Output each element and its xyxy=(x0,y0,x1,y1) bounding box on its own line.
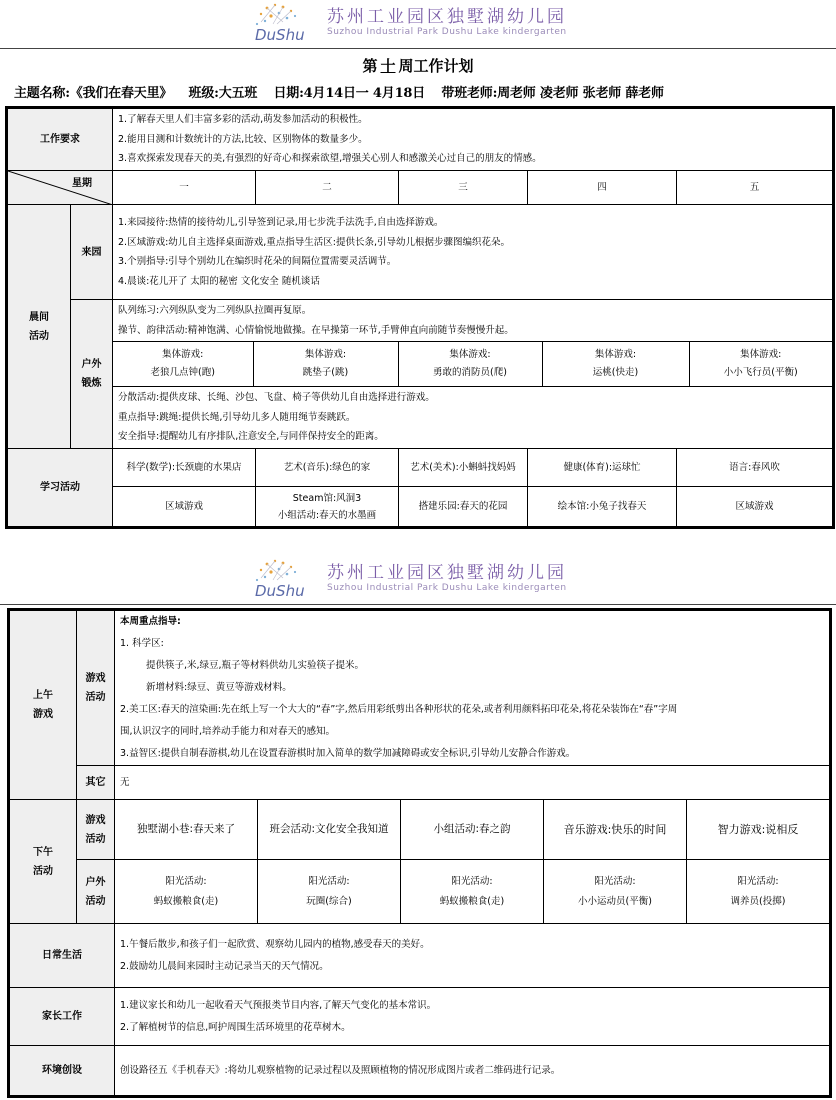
header-divider xyxy=(0,48,836,49)
outdoor-games-row xyxy=(113,342,832,386)
pm-outdoor-label: 户外 活动 xyxy=(77,860,115,924)
work-req-list: 1.了解春天里人们丰富多彩的活动,萌发参加活动的积极性。 2.能用目测和计数统计的方法,比较、区别物体的数量多少。 3.喜欢探索发现春天的美,有强烈的好奇心和探索欲望,增强关心别人和感激关心过自己的朋友的情感。 xyxy=(113,109,833,171)
weekday-3: 三 xyxy=(399,171,528,205)
weekday-2: 二 xyxy=(256,171,399,205)
weekday-header-cell xyxy=(8,171,113,205)
dushu-logo-icon xyxy=(247,558,325,600)
pm-game-2: 班会活动:文化安全我知道 xyxy=(258,800,401,860)
other-label: 其它 xyxy=(77,766,115,800)
class-name: 班级:大五班 xyxy=(188,86,258,101)
weekday-1: 一 xyxy=(113,171,256,205)
school-name-cn: 苏州工业园区独墅湖幼儿园 xyxy=(327,563,567,583)
outdoor-game-3: 集体游戏: 勇敢的消防员(爬) xyxy=(398,342,542,386)
learning-fri: 语言:春风吹 xyxy=(677,449,833,487)
teachers: 带班老师:周老师 凌老师 张老师 薛老师 xyxy=(441,86,664,101)
learning-wed: 艺术(美术):小蝌蚪找妈妈 xyxy=(399,449,528,487)
arrival-list: 1.来园接待:热情的接待幼儿,引导签到记录,用七步洗手法洗手,自由选择游戏。 2.区域游戏:幼儿自主选择桌面游戏,重点指导生活区:提供长条,引导幼儿根据步骤图编织花朵。 3.个别指导:引导个别幼儿在编织时花朵的间隔位置需要灵活调节。 4.晨谈:花儿开了 太阳的秘密 文化安全 随机谈话 xyxy=(113,205,833,300)
outdoor-game-5: 集体游戏: 小小飞行员(平衡) xyxy=(723,349,798,378)
pm-outdoor-4: 阳光活动: 小小运动员(平衡) xyxy=(544,860,687,924)
weekday-4: 四 xyxy=(528,171,677,205)
date-range: 日期:4月14日一 4月18日 xyxy=(273,86,426,101)
theme-name: 主题名称:《我们在春天里》 xyxy=(14,86,173,101)
environment-value: 创设路径五《手机春天》:将幼儿观察植物的记录过程以及照顾植物的情况形成图片或者二维码进行记录。 xyxy=(115,1046,830,1096)
focus-title: 本周重点指导: xyxy=(120,616,181,627)
pm-game-label: 游戏 活动 xyxy=(77,800,115,860)
learning-thu: 健康(体育):运球忙 xyxy=(528,449,677,487)
outdoor-game-1: 集体游戏: 老狼几点钟(跑) xyxy=(113,342,253,386)
plan-meta xyxy=(14,82,826,101)
outdoor-bottom-list: 分散活动:提供皮球、长绳、沙包、飞盘、椅子等供幼儿自由选择进行游戏。 重点指导:跳绳:提供长绳,引导幼儿多人随用绳节奏跳跃。 安全指导:提醒幼儿有序排队,注意安全,与同伴保持安全的距离。 xyxy=(113,387,833,449)
pm-game-3: 小组活动:春之韵 xyxy=(401,800,544,860)
outdoor-exercise-label: 户外 锻炼 xyxy=(71,300,113,449)
daily-life-label: 日常生活 xyxy=(10,924,115,988)
pm-outdoor-5: 阳光活动: 调养员(投掷) xyxy=(687,860,830,924)
picture-book: 绘本馆:小兔子找春天 xyxy=(528,487,677,527)
week-number: 十 xyxy=(380,57,396,75)
area-game-fri: 区域游戏 xyxy=(677,487,833,527)
dushu-logo-icon xyxy=(247,2,325,44)
school-logo-page2 xyxy=(247,558,567,600)
svg-text:DuShu: DuShu xyxy=(255,582,305,600)
environment-label: 环境创设 xyxy=(10,1046,115,1096)
pm-activity-label: 下午 活动 xyxy=(10,800,77,924)
am-game-label: 上午 游戏 xyxy=(10,611,77,800)
header-divider-page2 xyxy=(0,604,836,605)
steam-cell: Steam馆:风洞3 小组活动:春天的水墨画 xyxy=(256,487,399,527)
weekday-5: 五 xyxy=(677,171,833,205)
weekday-label: 星期 xyxy=(72,178,92,189)
svg-text:DuShu: DuShu xyxy=(255,26,305,44)
learning-label: 学习活动 xyxy=(8,449,113,527)
pm-game-1: 独墅湖小巷:春天来了 xyxy=(115,800,258,860)
morning-activity-label: 晨间 活动 xyxy=(8,205,71,449)
pm-outdoor-2: 阳光活动: 玩圈(综合) xyxy=(258,860,401,924)
pm-game-5: 智力游戏:说相反 xyxy=(687,800,830,860)
build-park: 搭建乐园:春天的花园 xyxy=(399,487,528,527)
pm-outdoor-1: 阳光活动: 蚂蚁搬粮食(走) xyxy=(115,860,258,924)
weekly-plan-table-1 xyxy=(7,108,833,527)
work-req-label: 工作要求 xyxy=(8,109,113,171)
parent-work-label: 家长工作 xyxy=(10,988,115,1046)
school-name-en: Suzhou Industrial Park Dushu Lake kindergarten xyxy=(327,583,567,593)
weekly-plan-table-2 xyxy=(9,610,830,1096)
school-logo xyxy=(247,2,567,44)
learning-mon: 科学(数学):长颈鹿的水果店 xyxy=(113,449,256,487)
am-focus-list: 本周重点指导: 1. 科学区: 提供筷子,米,绿豆,瓶子等材料供幼儿实验筷子提米。 新增材料:绿豆、黄豆等游戏材料。 2.美工区:春天的渲染画:先在纸上写一个大大的“春”字,然后用彩纸剪出各种形状的花朵,或者利用颜料拓印花朵,将花朵装饰在“春”字周 围,认识汉字的同时,培养动手能力和对春天的感知。 3.益智区:提供自制春游棋,幼儿在设置春游棋时加入简单的数学加减障碍或安全标识,引导幼儿安静合作游戏。 xyxy=(115,611,830,766)
page-title: 第 十 周工作计划 xyxy=(362,57,474,75)
school-name-en: Suzhou Industrial Park Dushu Lake kindergarten xyxy=(327,27,567,37)
other-value: 无 xyxy=(115,766,830,800)
outdoor-game-2: 集体游戏: 跳垫子(跳) xyxy=(253,342,398,386)
pm-game-4: 音乐游戏:快乐的时间 xyxy=(544,800,687,860)
school-name-cn: 苏州工业园区独墅湖幼儿园 xyxy=(327,7,567,27)
pm-outdoor-3: 阳光活动: 蚂蚁搬粮食(走) xyxy=(401,860,544,924)
arrival-label: 来园 xyxy=(71,205,113,300)
area-game-mon: 区域游戏 xyxy=(113,487,256,527)
learning-tue: 艺术(音乐):绿色的家 xyxy=(256,449,399,487)
outdoor-top-list: 队列练习:六列纵队变为二列纵队拉圈再复原。 操节、韵律活动:精神饱满、心情愉悦地做操。在早操第一环节,手臂伸直向前随节奏慢慢升起。 xyxy=(113,300,833,342)
parent-work-list: 1.建议家长和幼儿一起收看天气预报类节目内容,了解天气变化的基本常识。 2.了解植树节的信息,呵护周围生活环境里的花草树木。 xyxy=(115,988,830,1046)
am-game-activity-label: 游戏 活动 xyxy=(77,611,115,766)
outdoor-game-4: 集体游戏: 运桃(快走) xyxy=(542,342,689,386)
daily-life-list: 1.午餐后散步,和孩子们一起欣赏、观察幼儿园内的植物,感受春天的美好。 2.鼓励幼儿晨间来园时主动记录当天的天气情况。 xyxy=(115,924,830,988)
